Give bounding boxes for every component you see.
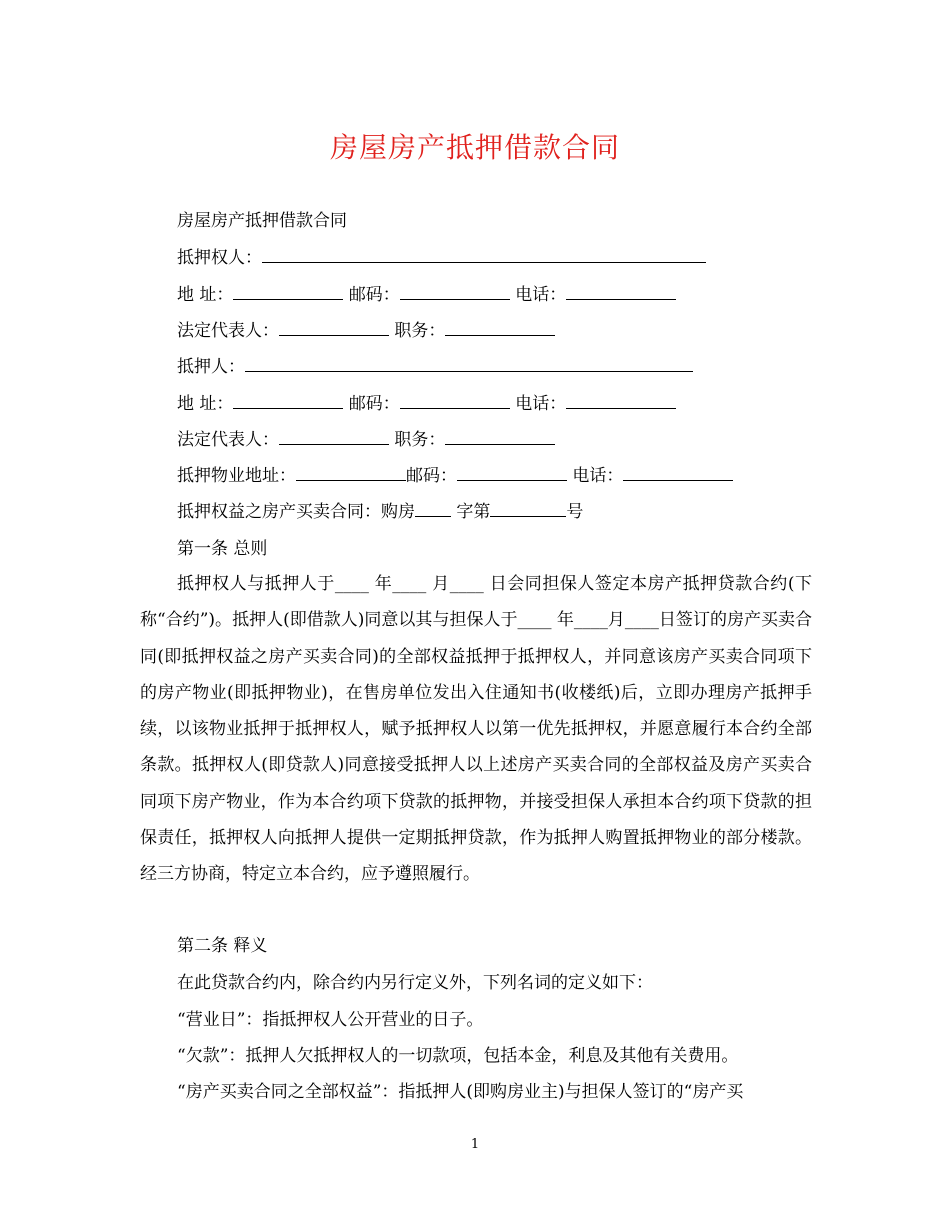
property-address-blank: [296, 464, 406, 481]
article1-body: 抵押权人与抵押人于____ 年____ 月____ 日会同担保人签定本房产抵押贷款合约(下称“合约”)。抵押人(即借款人)同意以其与担保人于____ 年____月____日签订的房产买卖合同(即抵押权益之房产买卖合同)的全部权益抵押于抵押权人，并同意该房产买卖合同项下的房产物业(即抵押物业)，在售房单位发出入住通知书(收楼纸)后，立即办理房产抵押手续，以该物业抵押于抵押权人，赋予抵押权人以第一优先抵押权，并愿意履行本合约全部条款。抵押权人(即贷款人)同意接受抵押人以上述房产买卖合同的全部权益及房产买卖合同项下房产物业，作为本合约项下贷款的抵押物，并接受担保人承担本合约项下贷款的担保责任，抵押权人向抵押人提供一定期抵押贷款，作为抵押人购置抵押物业的部分楼款。经三方协商，特定立本合约，应予遵照履行。: [140, 574, 812, 885]
contract-number-line: [177, 500, 583, 524]
document-title: 房屋房产抵押借款合同: [329, 131, 620, 164]
postcode-label: 邮码：: [348, 394, 400, 414]
article2-heading: 第二条 释义: [177, 936, 268, 956]
property-address-line: [177, 464, 733, 488]
address-blank: [233, 283, 343, 300]
page-number: 1: [470, 1137, 480, 1152]
article2-intro: 在此贷款合约内，除合约内另行定义外，下列名词的定义如下：: [177, 973, 653, 993]
mortgagor-blank: [245, 355, 693, 372]
legal-rep-label: 法定代表人：: [177, 321, 279, 341]
mortgagee-address-line: [177, 283, 676, 307]
property-address-label: 抵押物业地址：: [177, 466, 296, 486]
phone-blank: [566, 392, 676, 409]
legal-rep-label: 法定代表人：: [177, 430, 279, 450]
address-label: 地 址：: [177, 394, 234, 414]
position-blank: [445, 319, 555, 336]
article1-heading: 第一条 总则: [177, 539, 268, 559]
address-label: 地 址：: [177, 285, 234, 305]
mortgagee-blank: [262, 246, 706, 263]
contract-suffix: 号: [566, 502, 584, 522]
definition-debt: “欠款”：抵押人欠抵押权人的一切款项，包括本金，利息及其他有关费用。: [177, 1046, 739, 1066]
position-blank: [445, 428, 555, 445]
mortgagor-address-line: [177, 392, 676, 416]
postcode-label: 邮码：: [348, 285, 400, 305]
contract-mid: 字第: [456, 502, 491, 522]
phone-blank: [566, 283, 676, 300]
mortgagee-rep-line: [177, 319, 555, 343]
mortgagee-line: [177, 246, 706, 270]
contract-blank-2: [490, 500, 566, 517]
postcode-blank: [400, 283, 510, 300]
definition-contract-rights: “房产买卖合同之全部权益”：指抵押人(即购房业主)与担保人签订的“房产买: [177, 1082, 744, 1102]
position-label: 职务：: [394, 430, 446, 450]
legal-rep-blank: [279, 428, 389, 445]
address-blank: [233, 392, 343, 409]
postcode-label: 邮码：: [406, 466, 457, 486]
position-label: 职务：: [394, 321, 446, 341]
legal-rep-blank: [279, 319, 389, 336]
postcode-blank: [457, 464, 567, 481]
phone-blank: [623, 464, 733, 481]
postcode-blank: [400, 392, 510, 409]
mortgagee-label: 抵押权人：: [177, 248, 262, 268]
contract-prefix: 抵押权益之房产买卖合同：购房: [177, 502, 415, 522]
phone-label: 电话：: [572, 466, 624, 486]
mortgagor-label: 抵押人：: [177, 357, 245, 377]
contract-blank-1: [415, 500, 451, 517]
subtitle: 房屋房产抵押借款合同: [177, 211, 347, 231]
phone-label: 电话：: [515, 394, 567, 414]
definition-business-day: “营业日”：指抵押权人公开营业的日子。: [177, 1010, 484, 1030]
phone-label: 电话：: [515, 285, 567, 305]
mortgagor-rep-line: [177, 428, 555, 452]
mortgagor-line: [177, 355, 693, 379]
